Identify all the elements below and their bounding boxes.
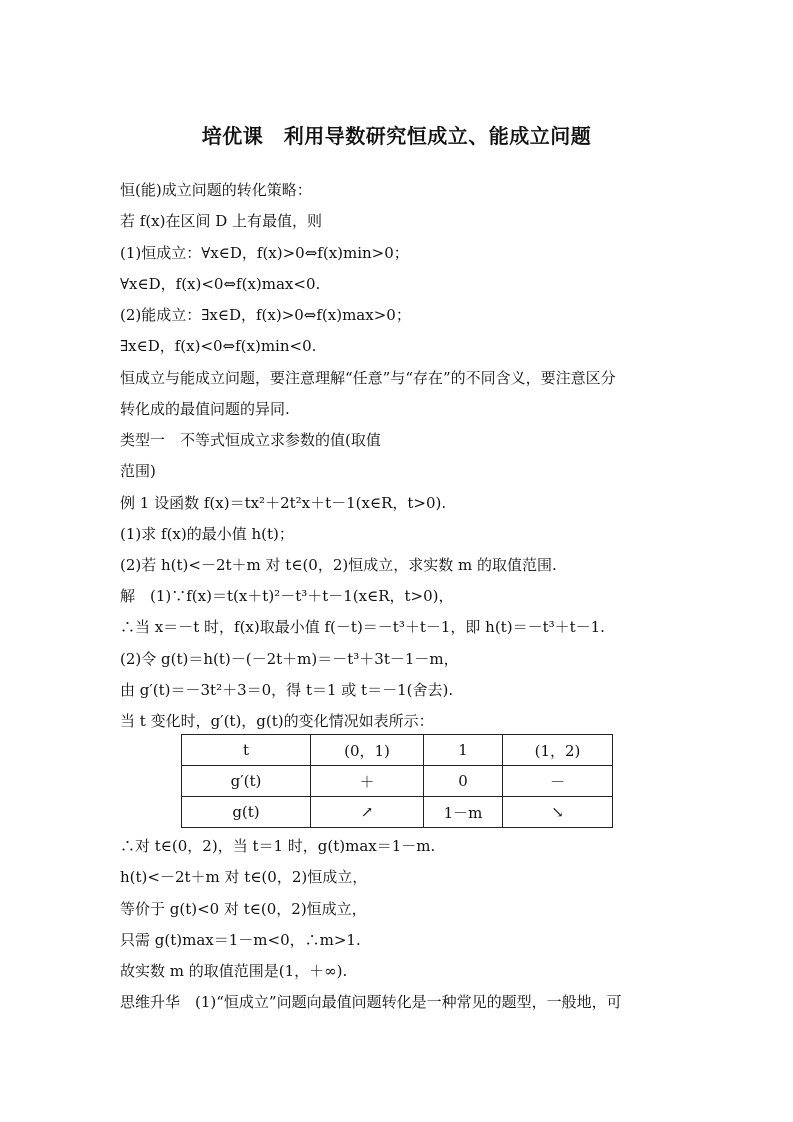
summary-line: 思维升华 (1)“恒成立”问题向最值问题转化是一种常见的题型，一般地，可 xyxy=(120,993,622,1011)
table-cell: (0，1) xyxy=(311,735,424,766)
solution-line: 等价于 g(t)<0 对 t∈(0，2)恒成立， xyxy=(120,900,367,918)
table-row xyxy=(182,735,613,766)
note-line: 转化成的最值问题的异同. xyxy=(120,400,290,418)
solution-line: 只需 g(t)max＝1－m<0，∴m>1. xyxy=(120,931,361,949)
rule-line: ∀x∈D，f(x)<0⇔f(x)max<0. xyxy=(120,275,321,293)
table-cell: 1 xyxy=(424,735,503,766)
table-cell: g(t) xyxy=(182,797,311,828)
increasing-arrow-icon: ↗ xyxy=(311,797,424,828)
solution-line: (2)令 g(t)＝h(t)－(－2t＋m)＝－t³＋3t－1－m， xyxy=(120,650,459,668)
section-heading: 类型一 不等式恒成立求参数的值(取值 xyxy=(120,431,381,449)
decreasing-arrow-icon: ↘ xyxy=(503,797,613,828)
table-cell: (1，2) xyxy=(503,735,613,766)
section-heading: 范围) xyxy=(120,462,156,480)
table-cell: 1－m xyxy=(424,797,503,828)
variation-table xyxy=(181,734,613,828)
question-line: (1)求 f(x)的最小值 h(t)； xyxy=(120,525,294,543)
solution-line: ∴对 t∈(0，2)，当 t＝1 时，g(t)max＝1－m. xyxy=(120,837,436,855)
table-row xyxy=(182,797,613,828)
table-cell: g′(t) xyxy=(182,766,311,797)
table-cell: t xyxy=(182,735,311,766)
page-title: 培优课 利用导数研究恒成立、能成立问题 xyxy=(201,124,592,148)
table-cell: － xyxy=(503,766,613,797)
conclusion-line: 故实数 m 的取值范围是(1，＋∞). xyxy=(120,962,348,980)
solution-line: 解 (1)∵f(x)＝t(x＋t)²－t³＋t－1(x∈R，t>0)， xyxy=(120,587,454,605)
solution-line: ∴当 x＝－t 时，f(x)取最小值 f(－t)＝－t³＋t－1，即 h(t)＝－t³＋t－1. xyxy=(120,618,605,636)
condition-line: 若 f(x)在区间 D 上有最值，则 xyxy=(120,212,323,230)
solution-line: 当 t 变化时，g′(t)，g(t)的变化情况如表所示： xyxy=(120,712,434,730)
rule-line: ∃x∈D，f(x)<0⇔f(x)min<0. xyxy=(120,337,317,355)
table-cell: 0 xyxy=(424,766,503,797)
note-line: 恒成立与能成立问题，要注意理解“任意”与“存在”的不同含义，要注意区分 xyxy=(120,369,616,387)
solution-line: 由 g′(t)＝－3t²＋3＝0，得 t＝1 或 t＝－1(舍去). xyxy=(120,681,454,699)
intro-line: 恒(能)成立问题的转化策略： xyxy=(120,181,312,199)
table-cell: ＋ xyxy=(311,766,424,797)
question-line: (2)若 h(t)<－2t＋m 对 t∈(0，2)恒成立，求实数 m 的取值范围. xyxy=(120,556,557,574)
table-row xyxy=(182,766,613,797)
rule-line: (1)恒成立：∀x∈D，f(x)>0⇔f(x)min>0； xyxy=(120,244,409,262)
solution-line: h(t)<－2t＋m 对 t∈(0，2)恒成立， xyxy=(120,868,368,886)
rule-line: (2)能成立：∃x∈D，f(x)>0⇔f(x)max>0； xyxy=(120,306,411,324)
example-line: 例 1 设函数 f(x)＝tx²＋2t²x＋t－1(x∈R，t>0). xyxy=(120,494,447,512)
